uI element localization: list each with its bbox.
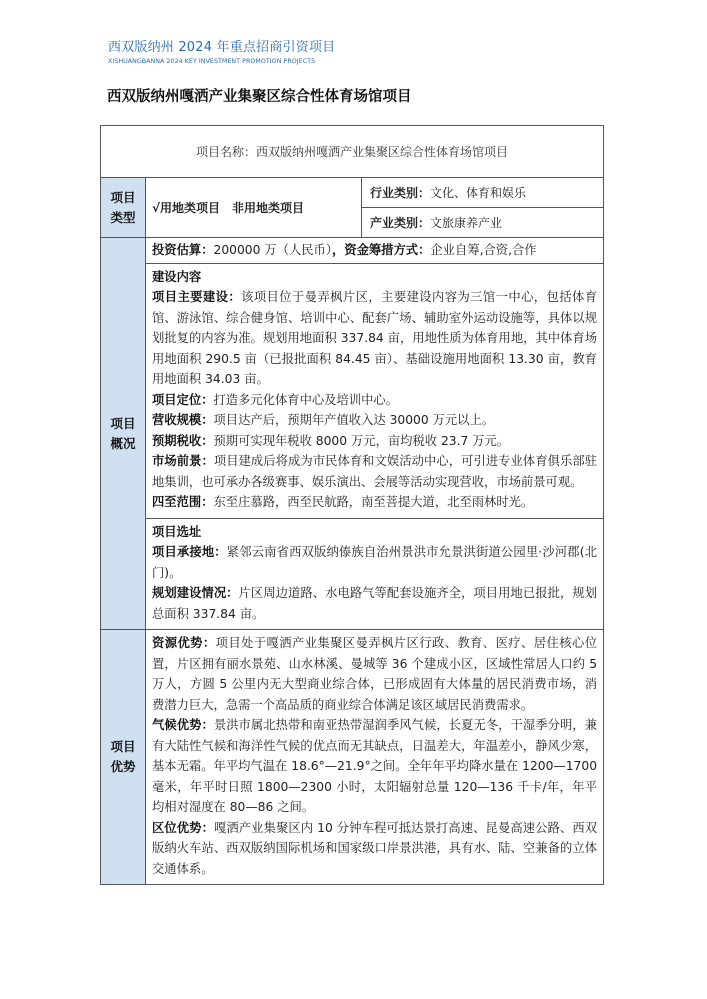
climate-label: 气候优势： xyxy=(152,718,214,732)
document-title: 西双版纳州嘎洒产业集聚区综合性体育场馆项目 xyxy=(107,89,412,105)
resource-text: 项目处于嘎洒产业集聚区曼弄枫片区行政、教育、医疗、居住核心位置，片区拥有丽水景苑、山水林溪、曼城等 36 个建成小区，区域性常居人口约 5 万人，方圆 5 公里内无大型商业综合体，已形成固有大体量的居民消费市场，消费潜力巨大，急需一个高品质的商业综合体满足该区域居民消费需求。 xyxy=(152,636,598,712)
market-label: 市场前景： xyxy=(152,454,214,468)
positioning-label: 项目定位： xyxy=(152,392,214,407)
site-selection-cell xyxy=(146,518,604,630)
revenue-label: 营收规模： xyxy=(152,413,214,427)
tax-label: 预期税收： xyxy=(152,433,214,448)
resource-label: 资源优势： xyxy=(152,636,216,650)
boundary-text: 东至庄慕路，西至民航路，南至菩提大道，北至雨林时光。 xyxy=(213,495,534,509)
construction-content-cell xyxy=(146,263,604,518)
header-title-cn: 西双版纳州 2024 年重点招商引资项目 xyxy=(108,40,336,55)
fund-label: ，资金筹措方式： xyxy=(331,243,431,257)
industry-label: 行业类别： xyxy=(370,186,431,200)
site-label: 项目承接地： xyxy=(152,545,227,559)
market-text: 项目建成后将成为市民体育和文娱活动中心，可引进专业体育俱乐部驻地集训，也可承办各级赛事、娱乐演出、会展等活动实现营收，市场前景可观。 xyxy=(152,454,598,489)
header-title-en: XISHUANGBANNA 2024 KEY INVESTMENT PROMOTION PROJECTS xyxy=(108,58,316,65)
overview-label-line2: 概况 xyxy=(110,435,136,451)
overview-label-cell xyxy=(101,238,146,630)
construction-heading: 建设内容 xyxy=(152,269,202,284)
location-text: 嘎洒产业集聚区内 10 分钟车程可抵达景打高速、昆曼高速公路、西双版纳火车站、西双版纳国际机场和国家级口岸景洪港，具有水、陆、空兼备的立体交通体系。 xyxy=(152,820,598,876)
industry-category-cell xyxy=(362,178,604,208)
advantage-label-line1: 项目 xyxy=(110,739,136,754)
plan-text: 片区周边道路、水电路气等配套设施齐全，项目用地已报批，规划总面积 337.84 亩。 xyxy=(152,586,598,621)
location-label: 区位优势： xyxy=(152,820,214,835)
sector-label: 产业类别： xyxy=(370,216,431,230)
industry-value: 文化、体育和娱乐 xyxy=(430,186,527,200)
project-name-row xyxy=(101,126,604,178)
site-text: 紧邻云南省西双版纳傣族自治州景洪市允景洪街道公园里·沙河郡(北门)。 xyxy=(152,545,598,580)
page-header xyxy=(108,40,335,66)
type-label-line2: 类型 xyxy=(110,209,136,225)
land-type-text: √用地类项目 非用地类项目 xyxy=(152,201,305,215)
advantage-label-line2: 优势 xyxy=(110,759,136,774)
advantage-label-cell xyxy=(101,630,146,885)
invest-label: 投资估算： xyxy=(152,243,214,257)
climate-text: 景洪市属北热带和南亚热带湿润季风气候，长夏无冬，干湿季分明，兼有大陆性气候和海洋性气候的优点而无其缺点，日温差大，年温差小，静风少寒，基本无霜。年平均气温在 18.6°—21.9°之间。全年年平均降水量在 1200—1700 毫米，年平时日照 1800—2300 小时，太阳辐射总量 120—136 千卡/年，年平均相对湿度在 80—86 之间。 xyxy=(152,718,598,814)
boundary-label: 四至范围： xyxy=(152,495,214,509)
site-heading: 项目选址 xyxy=(152,524,202,539)
main-construction-label: 项目主要建设： xyxy=(152,290,242,304)
plan-label: 规划建设情况： xyxy=(152,586,239,600)
land-type-cell xyxy=(146,178,362,238)
type-label-line1: 项目 xyxy=(110,189,136,205)
investment-cell xyxy=(146,238,604,264)
invest-value: 200000 万（人民币） xyxy=(213,243,332,257)
overview-label-line1: 项目 xyxy=(110,415,136,431)
tax-text: 预期可实现年税收 8000 万元，亩均税收 23.7 万元。 xyxy=(213,433,510,448)
project-table xyxy=(100,125,604,885)
revenue-text: 项目达产后，预期年产值收入达 30000 万元以上。 xyxy=(213,413,495,427)
sector-category-cell xyxy=(362,208,604,238)
positioning-text: 打造多元化体育中心及培训中心。 xyxy=(213,392,398,407)
fund-value: 企业自筹,合资,合作 xyxy=(430,243,537,257)
sector-value: 文旅康养产业 xyxy=(430,216,503,230)
main-construction-text: 该项目位于曼弄枫片区，主要建设内容为三馆一中心，包括体育馆、游泳馆、综合健身馆、培训中心、配套广场、辅助室外运动设施等，具体以规划批复的内容为准。规划用地面积 337.84 亩，用地性质为体育用地，其中体育场用地面积 290.5 亩（已报批面积 84.45 亩）、基础设施用地面积 13.30 亩，教育用地面积 34.03 亩。 xyxy=(152,290,598,386)
advantage-cell xyxy=(146,630,604,885)
project-name-text: 项目名称：西双版纳州嘎洒产业集聚区综合性体育场馆项目 xyxy=(196,145,509,159)
type-label-cell xyxy=(101,178,146,238)
